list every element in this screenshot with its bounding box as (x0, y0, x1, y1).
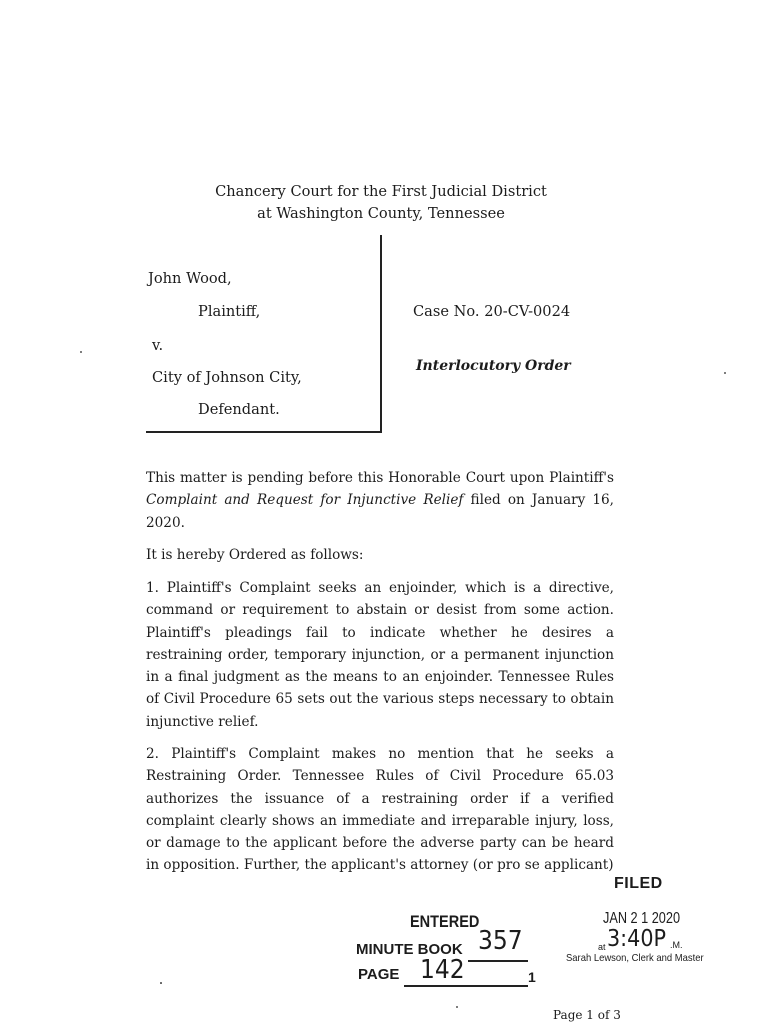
document-title: Interlocutory Order (416, 358, 571, 374)
entered-stamp-label: ENTERED (410, 913, 480, 931)
plaintiff-name: John Wood, (148, 270, 232, 287)
minute-book-label: MINUTE BOOK (356, 941, 463, 958)
case-number: Case No. 20-CV-0024 (413, 303, 571, 320)
page-number: Page 1 of 3 (553, 1008, 621, 1022)
page-underline (404, 985, 528, 987)
complaint-title: Complaint and Request for Injunctive Relief (146, 492, 464, 509)
page-label: PAGE (358, 966, 400, 983)
scan-speck (456, 1006, 458, 1008)
filed-stamp-time: 3:40P (607, 926, 666, 952)
plaintiff-role: Plaintiff, (198, 303, 261, 320)
minute-book-number: 357 (478, 926, 523, 956)
court-name: Chancery Court for the First Judicial District (215, 183, 547, 200)
intro-text: This matter is pending before this Honorable Court upon Plaintiff's (146, 470, 614, 486)
minute-book-underline (468, 960, 528, 962)
scan-speck (160, 982, 162, 984)
paragraph-2: 2. Plaintiff's Complaint makes no mention that he seeks a Restraining Order. Tennessee Rules of Civil Procedure 65.03 authorizes the issuance of a restraining order if a verified complaint clearly shows an immediate and irreparable injury, loss, or damage to the applicant before the adverse party can be heard in opposition. Further, the applicant's attorney (or pro se applicant) (146, 746, 614, 874)
clerk-name: Sarah Lewson, Clerk and Master (566, 952, 704, 964)
caption-divider-vertical (380, 235, 382, 433)
filed-stamp-meridiem: .M. (670, 940, 683, 950)
paragraph-1: 1. Plaintiff's Complaint seeks an enjoinder, which is a directive, command or requirement to abstain or desist from some action. Plaintiff's pleadings fail to indicate whether he desires a restraining order, temporary injunction, or a permanent injunction in a final judgment as the means to an enjoinder. Tennessee Rules of Civil Procedure 65 sets out the various steps necessary to obtain injunctive relief. (146, 580, 614, 730)
page-book-number: 142 (420, 955, 465, 985)
court-location: at Washington County, Tennessee (257, 205, 505, 222)
scan-speck (80, 351, 82, 353)
intro-date-text: filed on January 16, 2020. (146, 492, 614, 531)
caption-divider-horizontal (146, 431, 382, 433)
filed-stamp-date: JAN 2 1 2020 (603, 910, 681, 927)
versus: v. (152, 337, 164, 354)
intro-paragraph (146, 467, 614, 534)
scan-speck (724, 372, 726, 374)
page-end-mark: 1 (528, 969, 536, 985)
filed-stamp-at: at (598, 942, 606, 952)
defendant-name: City of Johnson City, (152, 369, 302, 386)
ordered-line: It is hereby Ordered as follows: (146, 547, 364, 563)
defendant-role: Defendant. (198, 401, 280, 418)
filed-stamp-label: FILED (614, 875, 663, 892)
